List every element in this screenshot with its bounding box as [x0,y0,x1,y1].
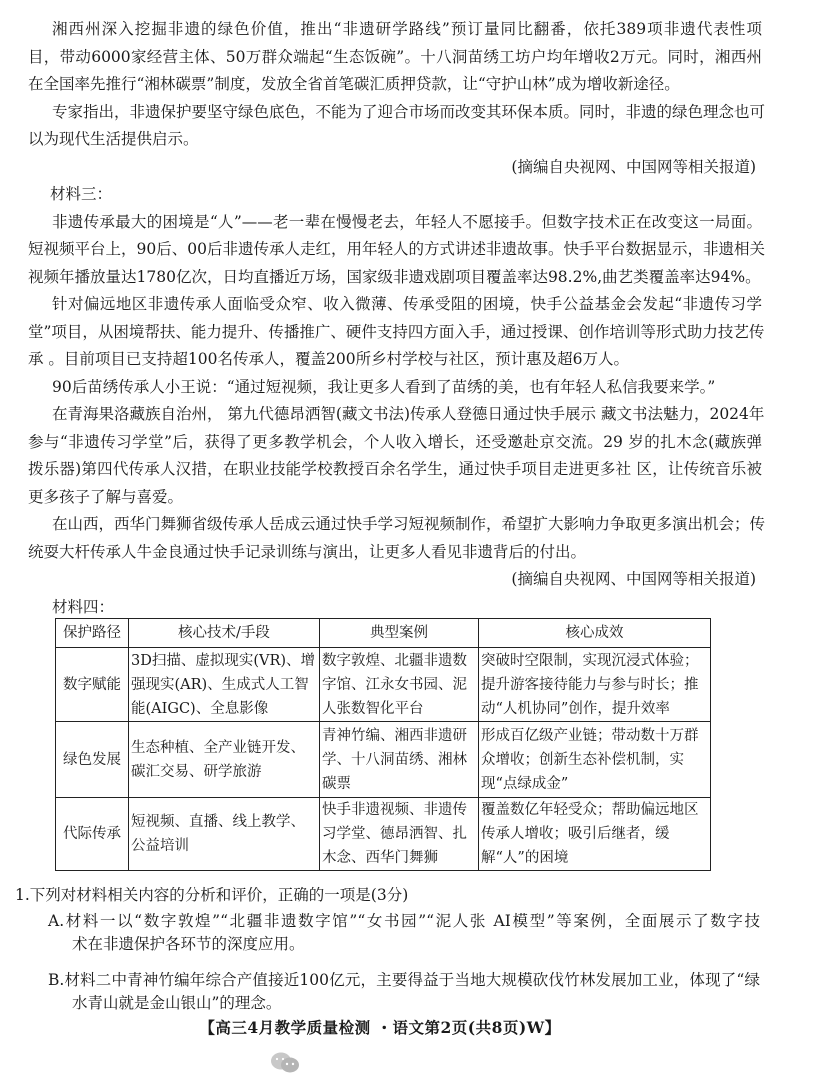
material-label: 材料四： [52,597,115,616]
protection-path-cell: 数字赋能 [56,648,129,722]
text-line: 统耍大杆传承人牛金良通过快手记录训练与演出，让更多人看见非遗背后的付出。 [28,542,587,561]
option-text: 术在非遗保护各环节的深度应用。 [72,935,305,953]
source-citation: (摘编自央视网、中国网等相关报道) [511,157,756,176]
text-line: 在青海果洛藏族自治州， 第九代德昂洒智(藏文书法)传承人登德日通过快手展示 藏文书法魅力，2024年 [52,405,765,423]
option-text: A.材料一以“数字敦煌”“北疆非遗数字馆”“女书园”“泥人张 AI模型”等案例，全面展示了数字技 [48,912,760,930]
question-1 [15,883,775,1015]
table-cell: 3D扫描、虚拟现实(VR)、增强现实(AR)、生成式人工智能(AIGC)、全息影像 [129,648,320,722]
table-row [56,798,711,871]
text-line: 目，带动6000家经营主体、50万群众端起“生态饭碗”。十八洞苗绣工坊户均年增收2万元。同时，湘西州 [28,47,762,66]
text-line: 以为现代生活提供启示。 [28,130,199,148]
table-header: 核心技术/手段 [129,619,320,648]
table-header: 典型案例 [320,619,479,648]
text-line: 堂”项目，从困境帮扶、能力提升、传播推广、硬件支持四方面入手，通过授课、创作培训等形式助力技艺传 [28,322,765,341]
text-line: 针对偏远地区非遗传承人面临受众窄、收入微薄、传承受阻的困境，快手公益基金会发起“非遗传习学 [52,295,762,313]
text-line: 短视频平台上，90后、00后非遗传承人走红，用年轻人的方式讲述非遗故事。快手平台数据显示，非遗相关 [28,240,765,258]
table-cell: 快手非遗视频、非遗传习学堂、德昂洒智、扎木念、西华门舞狮 [320,798,479,871]
text-line: 湘西州深入挖掘非遗的绿色价值，推出“非遗研学路线”预订量同比翻番，依托389项非遗代表性项 [52,20,762,38]
table-cell: 数字敦煌、北疆非遗数字馆、江永女书园、泥人张数智化平台 [320,648,479,722]
text-line: 拨乐器)第四代传承人汉措，在职业技能学校教授百余名学生，通过快手项目走进更多社 区，让传统音乐被 [28,460,762,478]
question-stem: 1.下列对材料相关内容的分析和评价，正确的一项是(3分) [15,886,409,904]
table-cell: 生态种植、全产业链开发、碳汇交易、研学旅游 [129,722,320,798]
source-citation: (摘编自央视网、中国网等相关报道) [511,570,756,588]
table-header: 保护路径 [56,619,129,648]
table-header: 核心成效 [479,619,711,648]
protection-path-cell: 绿色发展 [56,722,129,798]
material-label: 材料三： [50,185,113,203]
table-row [56,722,711,798]
table-row [56,648,711,722]
table-header-row [56,619,711,648]
article-body [28,16,766,621]
table-cell: 形成百亿级产业链；带动数十万群众增收；创新生态补偿机制，实现“点绿成金” [479,722,711,798]
table-cell: 青神竹编、湘西非遗研学、十八洞苗绣、湘林碳票 [320,722,479,798]
wechat-watermark-icon [268,1050,308,1076]
protection-path-cell: 代际传承 [56,798,129,871]
page-footer: 【高三4月教学质量检测 ・语文第2页(共8页)W】 [199,1018,561,1037]
text-line: 在山西，西华门舞狮省级传承人岳成云通过快手学习短视频制作，希望扩大影响力争取更多演出机会；传 [52,515,766,533]
text-line: 非遗传承最大的困境是“人”——老一辈在慢慢老去，年轻人不愿接手。但数字技术正在改变这一局面。 [52,212,762,231]
option-a[interactable] [15,910,775,956]
text-line: 90后苗绣传承人小王说：“通过短视频，我让更多人看到了苗绣的美，也有年轻人私信我要来学。” [52,377,716,396]
text-line: 视频年播放量达1780亿次，日均直播近万场，国家级非遗戏剧项目覆盖率达98.2%,曲艺类覆盖率达94%。 [28,267,761,286]
table-cell: 短视频、直播、线上教学、公益培训 [129,798,320,871]
table-cell: 覆盖数亿年轻受众；帮助偏远地区传承人增收；吸引后继者，缓解“人”的困境 [479,798,711,871]
text-line: 参与“非遗传习学堂”后，获得了更多教学机会，个人收入增长，还受邀赴京交流。29 岁的扎木念(藏族弹 [28,432,762,451]
option-text: B.材料二中青神竹编年综合产值接近100亿元，主要得益于当地大规模砍伐竹林发展加工业，体现了“绿 [48,971,760,989]
text-line: 承 。目前项目已支持超100名传承人，覆盖200所乡村学校与社区，预计惠及超6万人。 [28,350,629,368]
text-line: 更多孩子了解与喜爱。 [28,487,184,506]
text-line: 专家指出，非遗保护要坚守绿色底色，不能为了迎合市场而改变其环保本质。同时，非遗的绿色理念也可 [52,102,766,121]
table-cell: 突破时空限制，实现沉浸式体验；提升游客接待能力与参与时长；推动“人机协同”创作，提升效率 [479,648,711,722]
text-line: 在全国率先推行“湘林碳票”制度，发放全省首笔碳汇质押贷款，让“守护山林”成为增收新途径。 [28,75,680,93]
material-four-table [55,618,711,871]
option-text: 水青山就是金山银山”的理念。 [72,994,282,1012]
option-b[interactable] [15,969,775,1015]
